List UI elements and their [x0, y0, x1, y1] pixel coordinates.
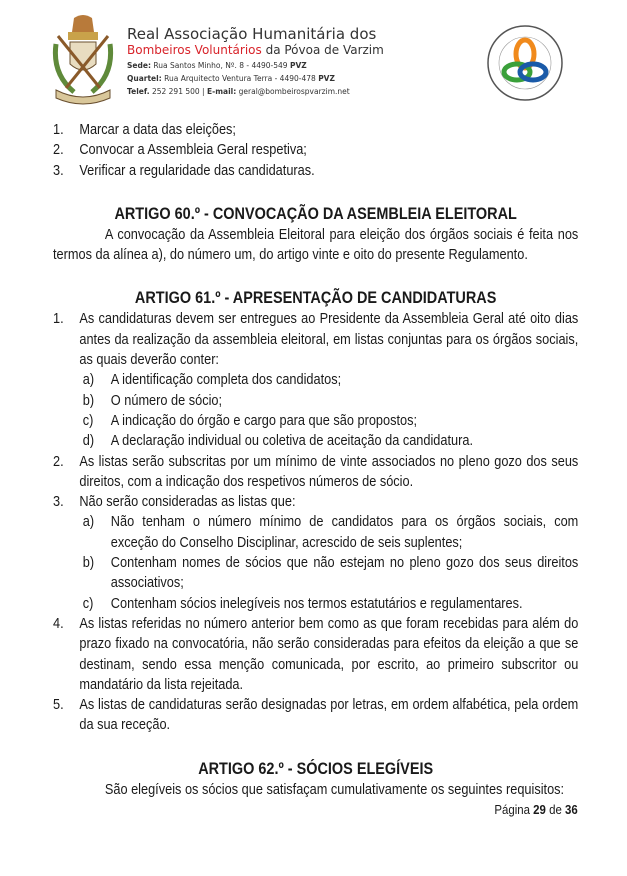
- list-marker: 4.: [53, 614, 64, 632]
- list-item: 1. Marcar a data das eleições;: [53, 121, 236, 138]
- list-marker: 5.: [53, 696, 64, 714]
- line-text: As candidaturas devem ser entregues ao Presidente da Assembleia Geral até oito dias: [79, 310, 579, 328]
- line-text: O número de sócio;: [110, 391, 223, 409]
- list-line: [53, 715, 578, 735]
- list-line: [53, 675, 578, 695]
- sede-address: Sede: Rua Santos Minho, Nº. 8 - 4490-549 PVZ: [127, 61, 307, 70]
- line-text: As listas serão subscritas por um mínimo de vinte associados no pleno gozo dos seus: [79, 452, 579, 470]
- sub-list-line: [53, 553, 578, 573]
- list-line: [53, 492, 578, 512]
- sub-list-line: [53, 411, 578, 431]
- line-text: mandatário da lista rejeitada.: [79, 675, 244, 693]
- list-marker: 3.: [53, 493, 64, 511]
- line-text: Contenham sócios inelegíveis nos termos estatutários e regulamentares.: [110, 594, 523, 612]
- line-text: A identificação completa dos candidatos;: [110, 371, 342, 389]
- list-line: [53, 309, 578, 329]
- fire-brigade-crest-logo: [50, 14, 116, 106]
- sub-list-line: [53, 391, 578, 411]
- list-line: [53, 655, 578, 675]
- document-body: [53, 120, 578, 800]
- article-60-heading: ARTIGO 60.º - CONVOCAÇÃO DA ASEMBLEIA ELEITORAL: [114, 203, 517, 223]
- list-marker: a): [82, 371, 95, 389]
- line-text: direitos, com a indicação dos respetivos números de sócio.: [79, 472, 414, 490]
- association-subtitle: [127, 43, 384, 57]
- list-line: [53, 452, 578, 472]
- list-marker: 2.: [53, 452, 64, 470]
- sub-list-line: [53, 431, 578, 451]
- line-text: da sua receção.: [79, 716, 171, 734]
- list-line: [53, 350, 578, 370]
- line-text: A declaração individual ou coletiva de aceitação da candidatura.: [110, 432, 474, 450]
- article-61-list: [53, 309, 578, 735]
- line-text: exceção do Conselho Disciplinar, acrescido de seis suplentes;: [110, 533, 463, 551]
- list-item: 2. Convocar a Assembleia Geral respetiva;: [53, 141, 307, 159]
- paragraph-line: A convocação da Assembleia Eleitoral para eleição dos órgãos sociais é feita nos: [104, 225, 579, 243]
- sub-list-line: [53, 370, 578, 390]
- list-marker: b): [82, 391, 95, 409]
- line-text: associativos;: [110, 574, 184, 592]
- list-marker: a): [82, 513, 95, 531]
- quartel-address: Quartel: Rua Arquitecto Ventura Terra - 4490-478 PVZ: [127, 74, 335, 83]
- subtitle-red: Bombeiros Voluntários: [127, 43, 262, 57]
- list-line: [53, 330, 578, 350]
- line-text: antes da realização da assembleia eleitoral, em listas conjuntas para os órgãos sociais,: [79, 330, 579, 348]
- line-text: Não serão consideradas as listas que:: [79, 493, 296, 511]
- line-text: A indicação do órgão e cargo para que são propostos;: [110, 411, 418, 429]
- line-text: destinam, sendo essa menção comunicada, por escrito, ao primeiro subscritor ou: [79, 655, 579, 673]
- line-text: Não tenham o número mínimo de candidatos para os órgãos sociais, com: [110, 513, 579, 531]
- list-marker: c): [82, 594, 94, 612]
- paragraph-line: termos da alínea a), do número um, do artigo vinte e oito do presente Regulamento.: [53, 246, 528, 264]
- list-marker: c): [82, 411, 94, 429]
- line-text: prazo fixado na convocatória, não serão consideradas para efeitos da eleição a que se: [79, 635, 579, 653]
- article-61-heading: ARTIGO 61.º - APRESENTAÇÃO DE CANDIDATURAS: [134, 288, 497, 308]
- list-marker: 1.: [53, 310, 64, 328]
- list-line: [53, 614, 578, 634]
- sub-list-line: [53, 594, 578, 614]
- subtitle-rest: da Póvoa de Varzim: [261, 43, 384, 57]
- page-number: Página 29 de 36: [494, 802, 578, 817]
- line-text: as quais deverão conter:: [79, 351, 219, 369]
- list-line: [53, 695, 578, 715]
- sub-list-line: [53, 533, 578, 553]
- list-marker: b): [82, 554, 95, 572]
- line-text: As listas de candidaturas serão designadas por letras, em ordem alfabética, pela ordem: [79, 696, 579, 714]
- article-62-heading: ARTIGO 62.º - SÓCIOS ELEGÍVEIS: [198, 758, 434, 778]
- list-line: [53, 472, 578, 492]
- list-item: 3. Verificar a regularidade das candidaturas.: [53, 161, 315, 179]
- line-text: As listas referidas no número anterior bem como as que foram recebidas para além do: [79, 614, 579, 632]
- line-text: Contenham nomes de sócios que não estejam no pleno gozo dos seus direitos: [110, 554, 579, 572]
- contact-line: Telef. 252 291 500 | E-mail: geral@bombeirospvarzim.net: [127, 87, 350, 96]
- paragraph-line: São elegíveis os sócios que satisfaçam cumulativamente os seguintes requisitos:: [104, 780, 565, 798]
- sub-list-line: [53, 512, 578, 532]
- sub-list-line: [53, 573, 578, 593]
- association-title: Real Associação Humanitária dos: [127, 25, 377, 43]
- list-line: [53, 634, 578, 654]
- civil-protection-seal-logo: [470, 22, 580, 104]
- list-marker: d): [82, 432, 95, 450]
